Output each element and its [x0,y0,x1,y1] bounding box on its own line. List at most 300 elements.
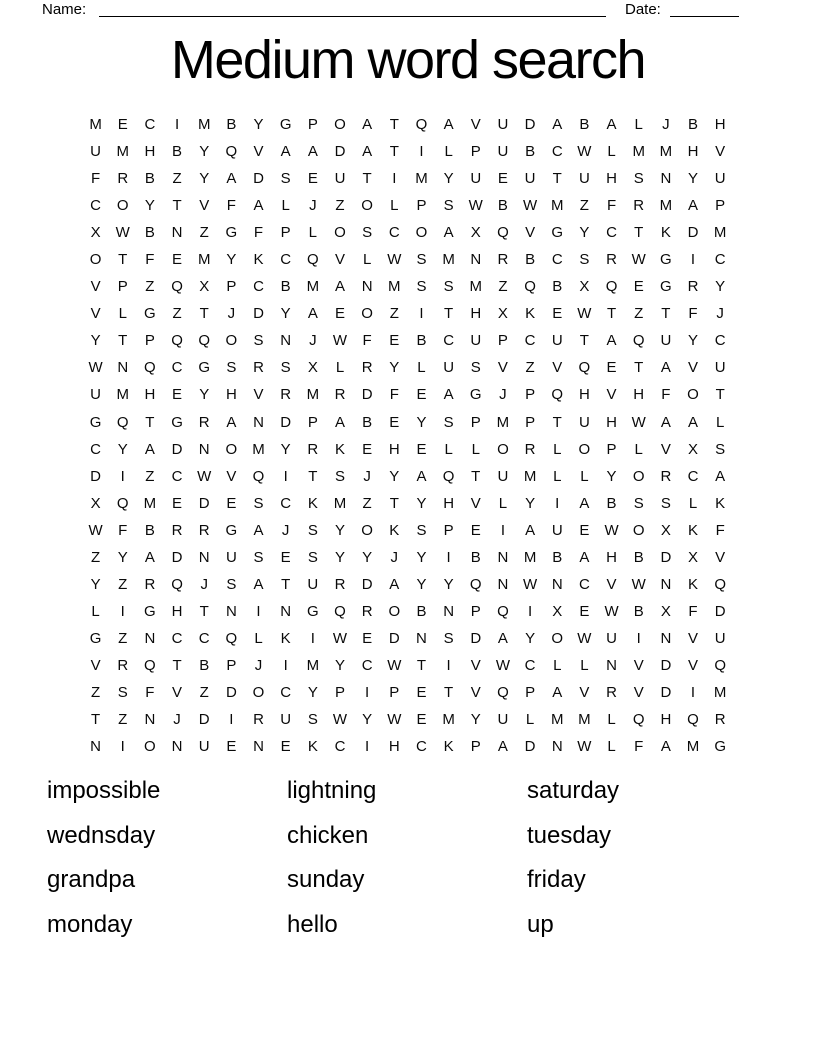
grid-letter: Y [443,170,454,188]
grid-letter: E [633,278,644,296]
grid-letter: R [660,467,672,485]
grid-letter: S [253,494,264,512]
grid-letter: D [171,548,183,566]
grid-letter: B [688,116,699,134]
grid-letter: U [714,629,726,647]
grid-letter: D [280,413,292,431]
grid-letter: L [525,711,535,729]
grid-letter: I [365,738,370,756]
grid-letter: D [388,629,400,647]
grid-letter: E [416,440,427,458]
grid-letter: U [578,170,590,188]
grid-letter: W [577,143,592,161]
grid-letter: T [145,413,155,431]
grid-letter: S [280,170,291,188]
grid-letter: M [388,278,401,296]
grid-letter: I [283,467,288,485]
grid-letter: L [308,224,317,242]
grid-letter: R [361,359,373,377]
grid-letter: C [90,440,101,458]
grid-letter: D [524,738,536,756]
grid-letter: A [443,116,454,134]
grid-letter: Y [443,575,454,593]
grid-letter: D [361,386,373,404]
grid-letter: X [552,602,563,620]
grid-letter: A [606,116,617,134]
grid-letter: A [307,305,318,323]
grid-letter: V [579,684,590,701]
grid-letter: Y [199,386,210,404]
grid-letter: A [253,575,264,593]
grid-letter: U [606,629,617,647]
grid-letter: S [715,440,726,458]
grid-letter: N [90,738,101,756]
grid-letter: Y [334,656,345,674]
grid-letter: C [524,656,536,674]
grid-letter: C [280,684,292,701]
grid-letter: Y [470,711,481,729]
grid-letter: I [419,143,424,161]
grid-letter: I [419,305,424,323]
grid-letter: P [443,521,454,539]
grid-letter: E [389,332,400,350]
grid-letter: Q [252,467,265,485]
grid-letter: T [118,332,128,350]
grid-letter: X [199,278,210,296]
grid-letter: K [688,575,699,593]
grid-letter: V [688,359,699,377]
word-list-item: hello [287,910,338,938]
grid-letter: C [687,467,699,485]
grid-letter: V [172,684,183,701]
grid-letter: E [416,711,427,729]
grid-letter: N [198,548,210,566]
grid-letter: D [660,548,672,566]
grid-letter: Q [306,251,319,269]
grid-letter: C [551,143,563,161]
grid-letter: D [334,143,346,161]
grid-letter: E [389,413,400,431]
grid-letter: Y [715,278,726,296]
grid-letter: G [89,629,102,647]
grid-letter: A [280,143,291,161]
grid-letter: W [495,656,510,674]
grid-letter: M [523,548,537,566]
grid-letter: R [253,359,264,377]
grid-letter: W [631,413,646,431]
grid-letter: H [633,386,645,404]
grid-letter: B [280,278,291,296]
grid-letter: U [714,170,726,188]
date-blank-line [670,1,739,17]
grid-letter: F [389,386,399,404]
grid-letter: R [171,521,183,539]
grid-letter: M [550,711,564,729]
word-list-item: up [527,910,554,938]
grid-letter: L [553,440,562,458]
grid-letter: M [116,143,129,161]
grid-letter: O [89,251,102,269]
grid-letter: H [687,143,699,161]
grid-letter: I [365,684,370,701]
grid-letter: C [90,197,101,215]
grid-letter: B [606,494,617,512]
grid-letter: B [497,197,508,215]
grid-letter: F [145,684,155,701]
grid-letter: C [253,278,264,296]
grid-letter: T [634,224,644,242]
grid-letter: O [687,386,699,404]
grid-letter: F [606,197,617,215]
grid-letter: S [416,278,427,296]
grid-letter: Y [416,548,427,566]
grid-letter: L [634,116,643,134]
grid-letter: V [688,656,699,674]
grid-letter: Q [334,602,346,620]
grid-letter: V [633,684,644,701]
grid-letter: R [606,684,617,701]
grid-letter: S [416,521,427,539]
grid-letter: K [307,494,318,512]
grid-letter: A [579,548,590,566]
grid-letter: O [551,629,564,647]
grid-letter: W [468,197,483,215]
grid-letter: P [226,278,237,296]
grid-letter: J [716,305,724,323]
grid-letter: Y [416,413,427,431]
grid-letter: A [688,413,699,431]
name-blank-line [99,1,606,17]
grid-letter: X [90,494,101,512]
grid-letter: L [607,711,616,729]
grid-letter: Q [497,684,509,701]
grid-letter: B [144,521,155,539]
grid-letter: E [416,684,427,701]
word-list-item: grandpa [47,866,136,893]
grid-letter: C [280,494,292,512]
grid-letter: Y [280,440,291,458]
word-list-item: monday [47,910,133,938]
grid-letter: W [631,575,646,593]
date-label: Date: [625,1,661,18]
grid-letter: J [662,116,670,134]
grid-letter: V [334,251,345,269]
grid-letter: V [525,224,536,242]
grid-letter: K [334,440,345,458]
grid-letter: J [390,548,399,566]
grid-letter: D [361,575,373,593]
grid-letter: Q [578,359,591,377]
grid-letter: S [470,359,481,377]
grid-letter: M [442,251,455,269]
grid-letter: W [387,711,402,729]
grid-letter: Z [118,711,128,729]
grid-letter: S [280,359,291,377]
grid-letter: A [579,494,590,512]
grid-letter: W [332,629,348,647]
grid-letter: T [172,656,182,674]
grid-letter: L [580,467,589,485]
grid-letter: O [388,602,401,620]
grid-letter: H [171,602,183,620]
grid-letter: F [253,224,264,242]
grid-letter: Z [498,278,508,296]
grid-letter: K [280,629,291,647]
grid-letter: C [714,332,726,350]
grid-letter: R [687,278,699,296]
grid-letter: M [333,494,347,512]
grid-letter: R [117,656,129,674]
grid-letter: S [443,197,454,215]
word-list-item: friday [527,866,586,893]
grid-letter: D [470,629,482,647]
grid-letter: K [715,494,726,512]
grid-letter: C [171,467,183,485]
grid-letter: C [388,224,400,242]
grid-letter: W [387,656,402,674]
grid-letter: Q [225,143,238,161]
grid-letter: A [525,521,536,539]
grid-letter: D [660,684,672,701]
grid-letter: Y [199,170,210,188]
grid-letter: Q [171,575,183,593]
grid-letter: J [173,711,181,729]
word-list-item: wednsday [47,821,156,849]
grid-letter: V [497,359,508,377]
grid-letter: T [471,467,481,485]
grid-letter: V [470,656,481,674]
grid-letter: G [198,359,211,377]
grid-letter: T [715,386,725,404]
grid-letter: D [253,170,264,188]
word-list-item: lightning [287,777,377,804]
grid-letter: S [633,494,644,512]
grid-letter: P [470,602,481,620]
grid-letter: A [660,359,671,377]
grid-letter: N [443,602,455,620]
grid-letter: I [500,521,505,539]
grid-letter: T [90,711,101,729]
grid-letter: U [551,332,563,350]
grid-letter: N [171,738,183,756]
grid-letter: Z [172,170,182,188]
grid-letter: O [225,440,238,458]
grid-letter: A [253,197,264,215]
grid-letter: U [497,467,509,485]
word-list [47,778,767,956]
grid-letter: M [550,197,564,215]
grid-letter: N [551,738,563,756]
grid-letter: A [552,684,563,701]
grid-letter: G [714,738,726,756]
grid-letter: N [660,629,672,647]
grid-letter: T [444,305,454,323]
grid-letter: M [143,494,157,512]
grid-letter: B [579,116,590,134]
grid-letter: J [254,656,263,674]
grid-letter: D [90,467,101,485]
grid-letter: L [254,629,263,647]
grid-letter: M [469,278,483,296]
grid-letter: D [687,224,699,242]
grid-letter: A [334,278,345,296]
grid-letter: I [256,602,261,620]
grid-letter: Z [579,197,589,215]
grid-letter: T [281,575,291,593]
grid-letter: P [389,684,400,701]
grid-letter: U [307,575,319,593]
grid-letter: U [714,359,726,377]
grid-letter: C [144,116,156,134]
grid-letter: A [660,413,671,431]
grid-letter: H [714,116,726,134]
grid-letter: Y [90,332,101,350]
grid-letter: Y [525,494,536,512]
grid-letter: O [252,684,265,701]
grid-letter: A [253,521,264,539]
grid-letter: Z [335,197,345,215]
grid-letter: U [497,143,509,161]
grid-letter: F [688,602,698,620]
grid-letter: B [144,224,155,242]
grid-letter: Z [362,494,372,512]
grid-letter: P [606,440,617,458]
grid-letter: X [660,602,671,620]
grid-letter: S [443,629,454,647]
grid-letter: Y [579,224,590,242]
grid-letter: P [307,413,318,431]
grid-letter: X [470,224,481,242]
grid-letter: Q [116,413,129,431]
grid-letter: C [280,251,292,269]
grid-letter: E [280,738,291,756]
grid-letter: O [578,440,591,458]
grid-letter: L [607,738,616,756]
grid-letter: B [470,548,481,566]
grid-letter: Y [688,170,699,188]
grid-letter: Q [497,602,509,620]
grid-letter: O [144,738,156,756]
grid-letter: D [171,440,183,458]
grid-letter: V [660,440,671,458]
grid-letter: N [497,575,509,593]
grid-letter: T [199,305,209,323]
grid-letter: S [226,359,237,377]
grid-letter: L [417,359,426,377]
grid-letter: B [633,602,644,620]
grid-letter: X [688,440,699,458]
grid-letter: A [606,332,617,350]
grid-letter: J [309,197,317,215]
grid-letter: C [171,629,183,647]
grid-letter: W [332,332,348,350]
grid-letter: Z [145,467,155,485]
grid-letter: O [334,224,346,242]
grid-letter: U [443,359,455,377]
grid-letter: L [716,413,725,431]
grid-letter: L [580,656,589,674]
grid-letter: L [118,305,127,323]
grid-letter: O [497,440,509,458]
grid-letter: Y [253,116,264,134]
grid-letter: N [253,738,264,756]
grid-letter: B [525,251,536,269]
grid-letter: S [443,413,454,431]
grid-letter: C [606,224,617,242]
grid-letter: U [660,332,672,350]
grid-letter: U [524,170,536,188]
grid-letter: E [552,305,563,323]
grid-letter: S [443,278,454,296]
grid-letter: V [470,116,481,134]
grid-letter: W [522,197,538,215]
grid-letter: E [280,548,291,566]
grid-letter: L [444,143,453,161]
grid-letter: T [199,602,209,620]
grid-letter: F [90,170,101,188]
grid-letter: V [606,575,617,593]
grid-letter: Z [145,278,155,296]
grid-letter: V [715,143,726,161]
grid-letter: X [579,278,590,296]
grid-letter: W [604,521,619,539]
grid-letter: B [144,170,155,188]
grid-letter: I [690,684,696,701]
grid-letter: L [335,359,345,377]
grid-letter: V [90,656,101,674]
grid-letter: R [198,413,210,431]
grid-letter: R [280,386,292,404]
grid-letter: N [253,413,264,431]
grid-letter: U [551,521,563,539]
grid-letter: F [118,521,128,539]
word-list-item: saturday [527,777,620,804]
grid-letter: Y [688,332,699,350]
grid-letter: P [525,684,536,701]
grid-letter: Q [551,386,564,404]
grid-letter: R [524,440,536,458]
grid-letter: N [470,251,482,269]
grid-letter: N [497,548,509,566]
grid-letter: G [551,224,564,242]
grid-letter: V [253,386,264,404]
grid-letter: Z [525,359,535,377]
grid-letter: P [334,684,345,701]
grid-letter: V [715,548,726,566]
grid-letter: N [198,440,210,458]
grid-letter: L [553,467,562,485]
grid-letter: P [144,332,155,350]
grid-letter: Y [606,467,617,485]
grid-letter: Y [199,143,210,161]
grid-letter: J [363,467,371,485]
grid-letter: H [606,170,617,188]
grid-letter: U [90,143,101,161]
grid-letter: M [659,197,673,215]
grid-letter: N [280,602,292,620]
grid-letter: M [632,143,645,161]
grid-letter: U [225,548,237,566]
grid-letter: A [144,440,155,458]
grid-letter: K [443,738,454,756]
grid-letter: E [172,494,183,512]
grid-letter: A [688,197,699,215]
grid-letter: W [197,467,212,485]
grid-letter: V [688,629,699,647]
grid-letter: J [499,386,507,404]
grid-letter: M [306,278,320,296]
grid-letter: S [307,521,318,539]
